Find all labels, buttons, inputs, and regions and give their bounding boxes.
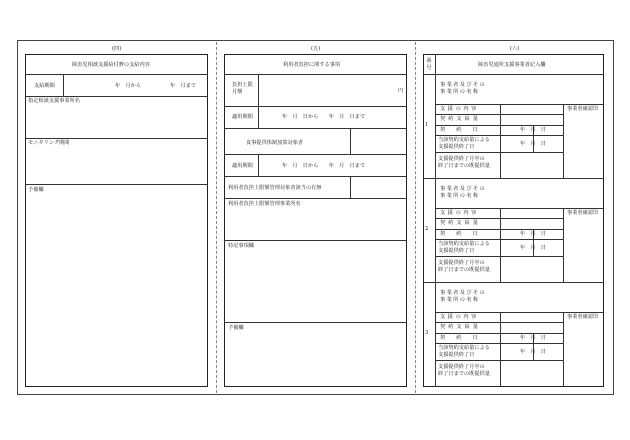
rule bbox=[500, 104, 501, 178]
rule bbox=[258, 74, 259, 128]
end-date-value: 年 月 日 bbox=[520, 245, 546, 251]
rule bbox=[350, 176, 351, 198]
entry-number: 1 bbox=[425, 122, 429, 128]
middle-form-box bbox=[224, 54, 407, 387]
right-title: 障害児通所支援事業者記入欄 bbox=[478, 62, 546, 68]
rule bbox=[258, 154, 259, 176]
rule bbox=[350, 128, 351, 154]
panel-number-5: (五) bbox=[311, 46, 321, 52]
end-date-value: 年 月 日 bbox=[520, 141, 546, 147]
rule bbox=[435, 125, 563, 126]
rule bbox=[533, 229, 534, 256]
yen-unit: 円 bbox=[398, 88, 404, 94]
end-date-label: 当該契約支給量による 支援提供終了日 bbox=[438, 137, 490, 150]
period-from: 年 月から bbox=[115, 83, 141, 89]
rule bbox=[224, 154, 407, 155]
rule bbox=[435, 114, 563, 115]
rule bbox=[563, 208, 564, 282]
manager-office-label: 利用者負担上限額管理事業所名 bbox=[228, 201, 301, 207]
provider-name-label: 事業者及びその 事業所の名称 bbox=[440, 82, 487, 95]
rule bbox=[435, 152, 563, 153]
rule bbox=[224, 176, 407, 177]
service-content-label: 支援の内容 bbox=[440, 314, 479, 320]
contract-date-label: 契約日 bbox=[440, 335, 489, 341]
remaining-amount-label: 支援提供終了月中の 終了日までの既提供量 bbox=[438, 260, 490, 273]
rule bbox=[25, 138, 208, 139]
rule bbox=[25, 74, 208, 75]
contract-date-value: 年 月 日 bbox=[520, 231, 546, 237]
entry-number: 3 bbox=[425, 330, 429, 336]
rule bbox=[224, 198, 407, 199]
rule bbox=[500, 208, 501, 282]
rule bbox=[435, 322, 563, 323]
stamp-label: 事業者確認印 bbox=[567, 106, 599, 112]
rule bbox=[435, 312, 604, 313]
rule bbox=[435, 239, 563, 240]
date-range-1: 年 月 日から 年 月 日まで bbox=[282, 114, 366, 120]
contract-date-label: 契約日 bbox=[440, 127, 489, 133]
special-notes-label: 特記事項欄 bbox=[228, 243, 254, 249]
rule bbox=[224, 128, 407, 129]
remaining-amount-label: 支援提供終了月中の 終了日までの既提供量 bbox=[438, 156, 490, 169]
rule bbox=[533, 333, 534, 360]
rule bbox=[423, 282, 604, 283]
fold-line-1 bbox=[216, 42, 217, 393]
contract-amount-label: 契約支給量 bbox=[440, 220, 481, 226]
panel-number-4: (四) bbox=[112, 46, 122, 52]
monitoring-label: モニタリング期間 bbox=[28, 140, 70, 146]
rule bbox=[224, 322, 407, 323]
contract-amount-label: 契約支給量 bbox=[440, 116, 481, 122]
rule bbox=[435, 208, 604, 209]
contract-date-label: 契約日 bbox=[440, 231, 489, 237]
rule bbox=[423, 74, 604, 75]
rule bbox=[435, 256, 563, 257]
rule bbox=[224, 74, 407, 75]
service-content-label: 支援の内容 bbox=[440, 106, 479, 112]
end-date-label: 当該契約支給量による 支援提供終了日 bbox=[438, 345, 490, 358]
stamp-label: 事業者確認印 bbox=[567, 210, 599, 216]
rule bbox=[435, 218, 563, 219]
rule bbox=[435, 360, 563, 361]
contract-date-value: 年 月 日 bbox=[520, 127, 546, 133]
rule bbox=[533, 125, 534, 152]
entry-number: 2 bbox=[425, 226, 429, 232]
rule bbox=[25, 96, 208, 97]
period-label: 支給期間 bbox=[34, 83, 55, 89]
rule bbox=[435, 343, 563, 344]
provider-name-label: 事業者及びその 事業所の名称 bbox=[440, 290, 487, 303]
rule bbox=[563, 104, 564, 178]
meal-provision-label: 食事提供体制加算対象者 bbox=[246, 140, 304, 146]
period-to: 年 月まで bbox=[170, 83, 196, 89]
contract-amount-label: 契約支給量 bbox=[440, 324, 481, 330]
applicable-period-label-1: 適用期間 bbox=[232, 114, 253, 120]
rule bbox=[500, 312, 501, 386]
rule bbox=[435, 135, 563, 136]
rule bbox=[25, 184, 208, 185]
rule bbox=[224, 240, 407, 241]
end-date-value: 年 月 日 bbox=[520, 349, 546, 355]
fold-line-2 bbox=[415, 42, 416, 393]
stamp-label: 事業者確認印 bbox=[567, 314, 599, 320]
remaining-amount-label: 支援提供終了月中の 終了日までの既提供量 bbox=[438, 364, 490, 377]
rule bbox=[435, 333, 563, 334]
rule bbox=[435, 229, 563, 230]
col-number-header: 番号 bbox=[426, 58, 432, 71]
middle-title: 利用者負担に関する事項 bbox=[283, 62, 341, 68]
middle-notes-label: 予備欄 bbox=[228, 325, 244, 331]
monthly-cap-label: 負担上限 月額 bbox=[232, 82, 253, 95]
rule bbox=[224, 106, 407, 107]
rule bbox=[435, 104, 604, 105]
service-content-label: 支援の内容 bbox=[440, 210, 479, 216]
manager-label: 利用者負担上限額管理対象者該当の有無 bbox=[228, 185, 322, 191]
rule bbox=[63, 74, 64, 96]
provider-name-label: 事業者及びその 事業所の名称 bbox=[440, 186, 487, 199]
end-date-label: 当該契約支給量による 支援提供終了日 bbox=[438, 241, 490, 254]
rule bbox=[423, 178, 604, 179]
rule bbox=[563, 312, 564, 386]
left-title: 障害児相談支援給付費の支給内容 bbox=[72, 62, 150, 68]
date-range-2: 年 月 日から 年 月 日まで bbox=[282, 163, 366, 169]
panel-number-6: (六) bbox=[510, 46, 520, 52]
contract-date-value: 年 月 日 bbox=[520, 335, 546, 341]
left-notes-label: 予備欄 bbox=[28, 187, 44, 193]
office-label: 指定相談支援事業所名 bbox=[28, 98, 80, 104]
applicable-period-label-2: 適用期間 bbox=[232, 163, 253, 169]
